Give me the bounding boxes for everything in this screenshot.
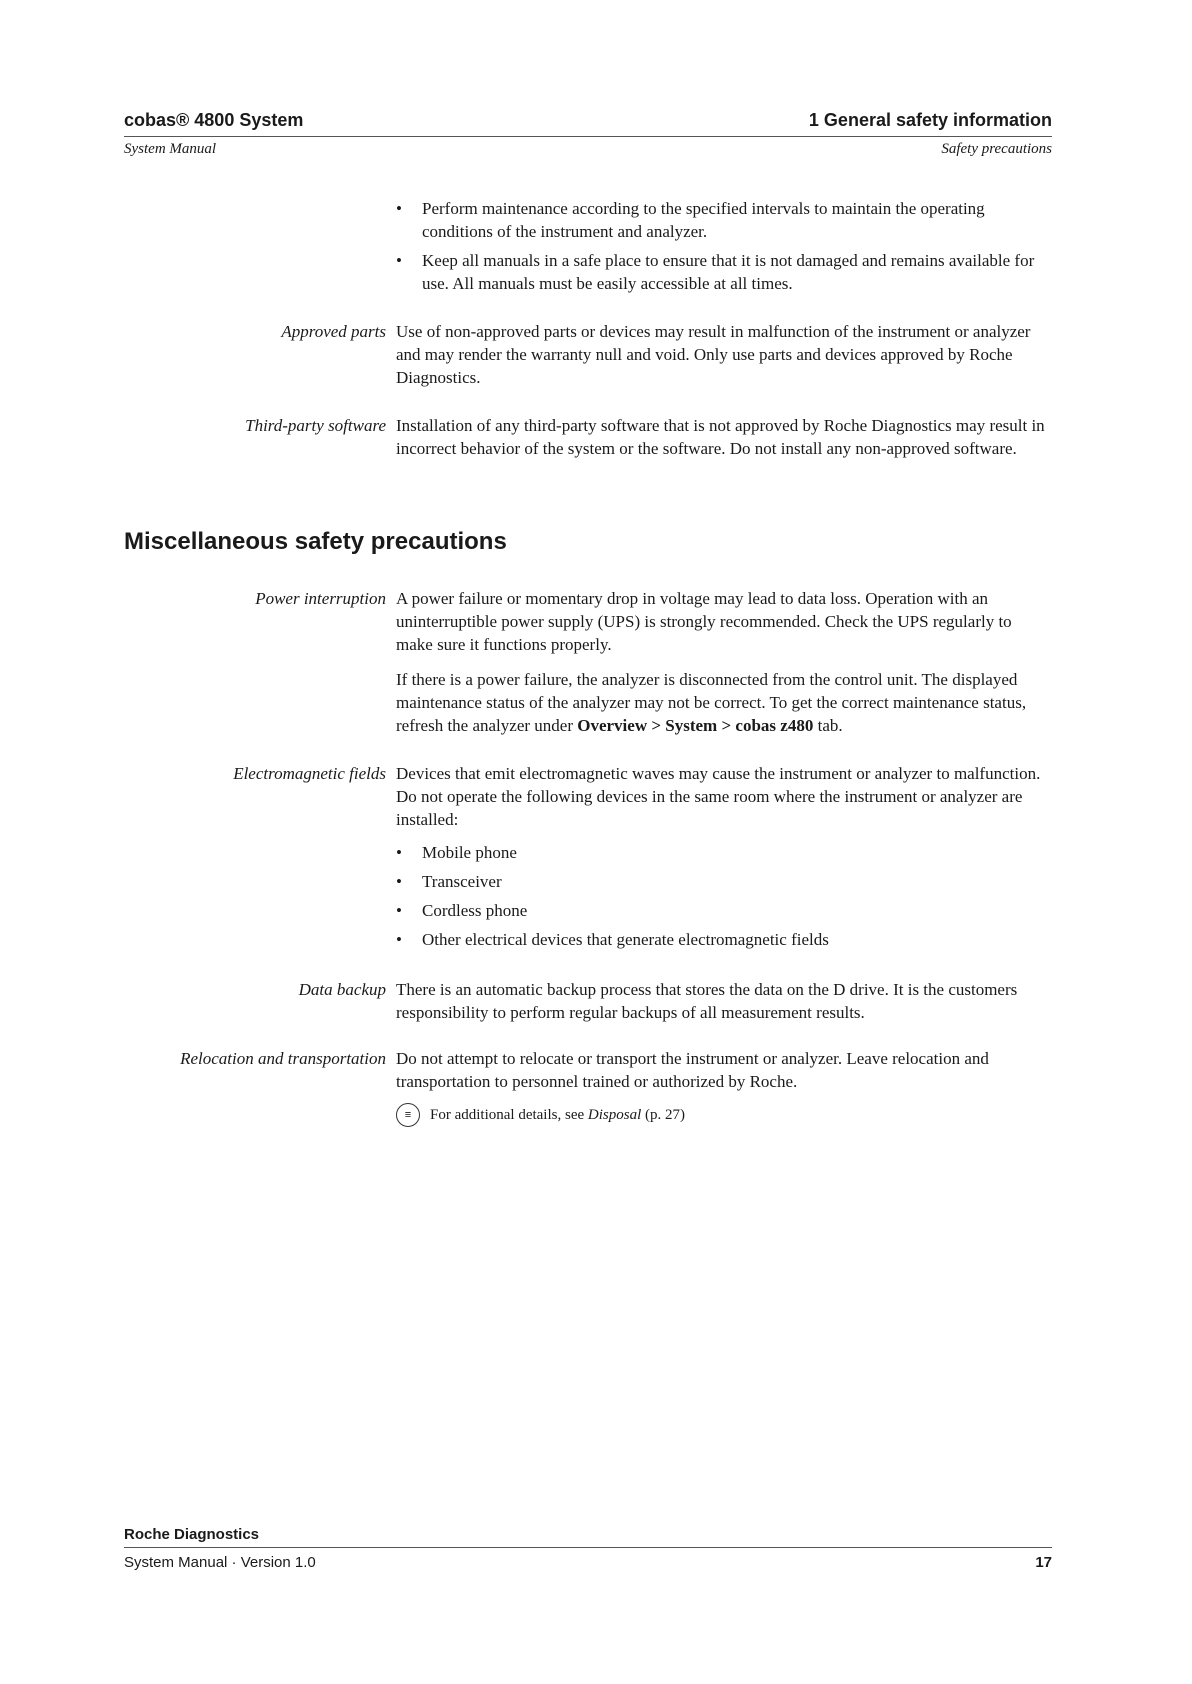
ui-path-system: System xyxy=(665,716,718,735)
list-item: • Cordless phone xyxy=(396,899,1052,922)
disposal-link[interactable]: Disposal xyxy=(587,1106,642,1123)
ui-path-separator: > xyxy=(717,716,736,735)
document-reference-icon: ≡ xyxy=(396,1103,420,1127)
paragraph: A power failure or momentary drop in voltage may lead to data loss. Operation with an uninterruptible power supply (UPS) is strongly recommended. Check the UPS regularly to make sure it functions properly. xyxy=(396,589,1012,654)
list-item: • Other electrical devices that generate electromagnetic fields xyxy=(396,928,1052,951)
paragraph: Installation of any third-party software that is not approved by Roche Diagnostics may result in incorrect behavior of the system or the software. Do not install any non-approved software. xyxy=(396,416,1045,458)
header-divider xyxy=(124,136,1052,137)
footer-company: Roche Diagnostics xyxy=(124,1526,260,1543)
page-number: 17 xyxy=(1035,1554,1052,1571)
footer-divider xyxy=(124,1547,1052,1548)
list-item: • Keep all manuals in a safe place to ensure that it is not damaged and remains available for use. All manuals must be easily accessible at all times. xyxy=(396,249,1052,295)
header-product-title: cobas® 4800 System xyxy=(124,110,304,130)
paragraph: There is an automatic backup process that stores the data on the D drive. It is the customers responsibility to perform regular backups of all measurement results. xyxy=(396,980,1018,1022)
device-list xyxy=(396,841,1052,951)
list-item: • Transceiver xyxy=(396,870,1052,893)
header-chapter-title: 1 General safety information xyxy=(808,110,1052,130)
note-suffix: (p. 27) xyxy=(641,1106,685,1123)
ui-path-overview: Overview xyxy=(577,716,648,735)
ui-path-cobas: cobas z480 xyxy=(735,716,814,735)
paragraph xyxy=(396,668,1052,737)
margin-label: Third-party software xyxy=(245,416,386,435)
paragraph-text: If there is a power failure, the analyzer is disconnected from the control unit. The displayed maintenance status of the analyzer may not be correct. To get the correct maintenance status, refresh the analyzer under xyxy=(396,670,1027,735)
paragraph-text: tab. xyxy=(813,716,843,735)
paragraph: Use of non-approved parts or devices may result in malfunction of the instrument or analyzer and may render the warranty null and void. Only use parts and devices approved by Roche Diagnostics. xyxy=(396,322,1031,387)
cross-reference-note xyxy=(396,1103,1052,1127)
ui-path-separator: > xyxy=(647,716,666,735)
list-item: • Perform maintenance according to the specified intervals to maintain the operating conditions of the instrument and analyzer. xyxy=(396,197,1052,243)
intro-bullet-list xyxy=(396,197,1052,295)
list-item: • Mobile phone xyxy=(396,841,1052,864)
paragraph: Do not attempt to relocate or transport the instrument or analyzer. Leave relocation and transportation to personnel trained or authorized by Roche. xyxy=(396,1049,989,1091)
header-section-subtitle: Safety precautions xyxy=(941,141,1052,157)
margin-label: Electromagnetic fields xyxy=(233,764,386,783)
margin-label: Approved parts xyxy=(281,322,386,341)
paragraph: Devices that emit electromagnetic waves may cause the instrument or analyzer to malfunction. Do not operate the following devices in the same room where the instrument or analyzer are installed: xyxy=(396,764,1041,829)
margin-label: Power interruption xyxy=(255,589,386,608)
margin-label: Relocation and transportation xyxy=(180,1049,386,1068)
note-prefix: For additional details, see xyxy=(430,1106,588,1123)
footer-version: System Manual · Version 1.0 xyxy=(124,1554,316,1571)
margin-label: Data backup xyxy=(298,980,386,999)
header-manual-subtitle: System Manual xyxy=(124,141,217,157)
section-title: Miscellaneous safety precautions xyxy=(124,528,507,555)
